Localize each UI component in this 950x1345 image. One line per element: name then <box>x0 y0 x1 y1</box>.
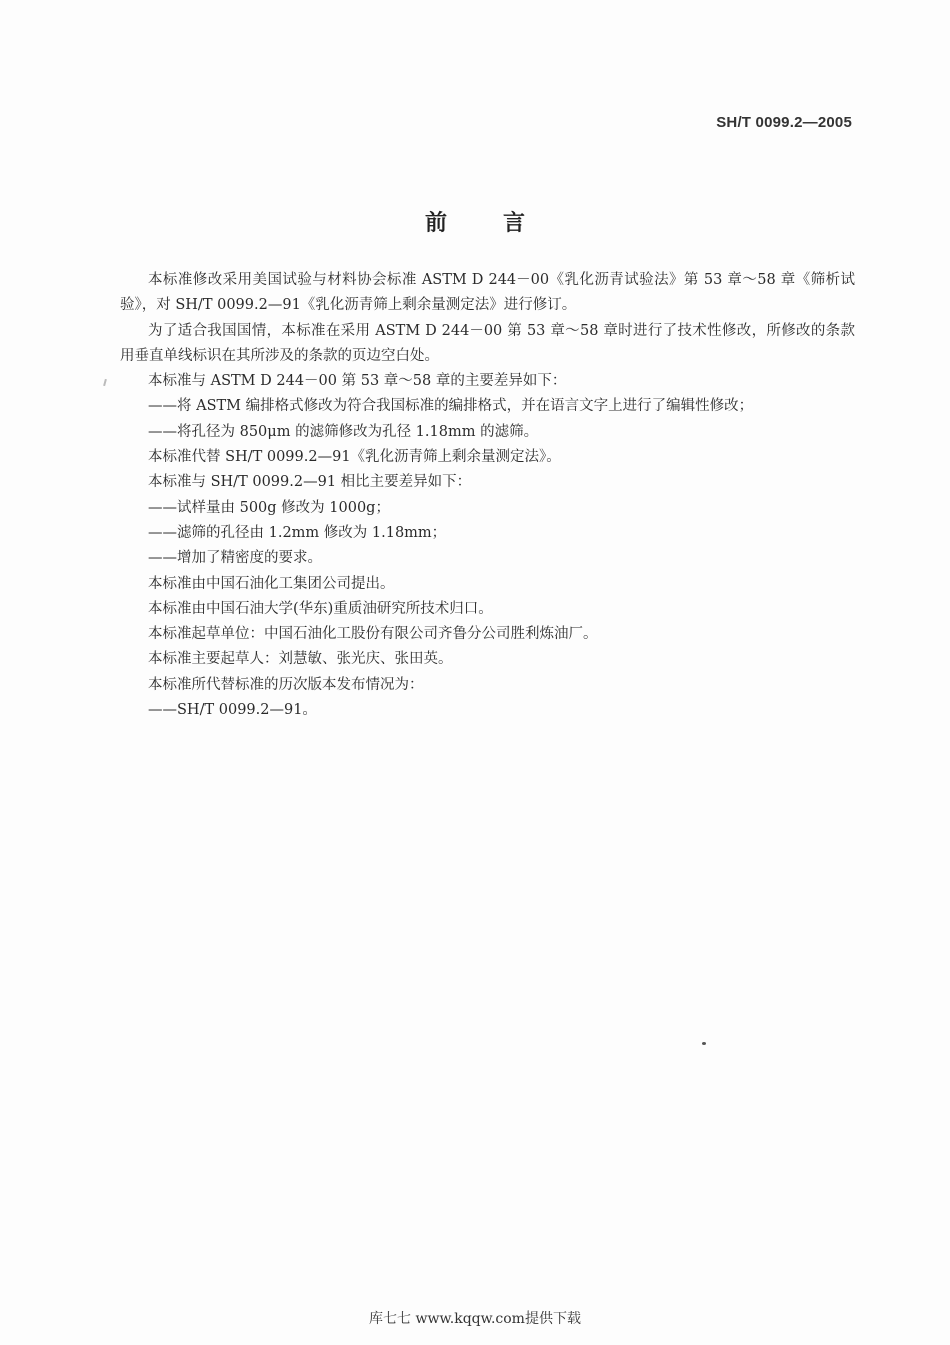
list-item: ——试样量由 500g 修改为 1000g； <box>148 499 390 516</box>
paragraph-adoption: 本标准修改采用美国试验与材料协会标准 ASTM D 244－00《乳化沥青试验法》第 53 章～58 章《筛析试验》，对 SH/T 0099.2—91《乳化沥青筛上剩余量测定法》进行修订。 <box>120 272 855 314</box>
standard-code: SH/T 0099.2—2005 <box>716 114 852 131</box>
list-item: ——将 ASTM 编排格式修改为符合我国标准的编排格式，并在语言文字上进行了编辑性修改； <box>148 398 754 415</box>
scan-mark <box>103 379 107 386</box>
list-item: ——滤筛的孔径由 1.2mm 修改为 1.18mm； <box>148 524 447 541</box>
paragraph-modification: 为了适合我国国情，本标准在采用 ASTM D 244－00 第 53 章～58 章时进行了技术性修改，所修改的条款用垂直单线标识在其所涉及的条款的页边空白处。 <box>120 322 855 364</box>
paragraph-drafting-unit: 本标准起草单位：中国石油化工股份有限公司齐鲁分公司胜利炼油厂。 <box>148 626 598 643</box>
paragraph-astm-differences: 本标准与 ASTM D 244－00 第 53 章～58 章的主要差异如下： <box>148 373 567 390</box>
page-title: 前言 <box>424 211 581 236</box>
paragraph-technical-committee: 本标准由中国石油大学(华东)重质油研究所技术归口。 <box>148 600 493 617</box>
paragraph-replaces: 本标准代替 SH/T 0099.2—91《乳化沥青筛上剩余量测定法》。 <box>148 449 561 466</box>
paragraph-version-history: 本标准所代替标准的历次版本发布情况为： <box>148 676 424 693</box>
paragraph-drafters: 本标准主要起草人：刘慧敏、张光庆、张田英。 <box>148 651 453 668</box>
list-item: ——SH/T 0099.2—91。 <box>148 702 317 719</box>
foreword-body <box>120 268 855 723</box>
list-item: ——增加了精密度的要求。 <box>148 550 322 567</box>
download-footer: 库七七 www.kqqw.com提供下载 <box>369 1311 581 1327</box>
paragraph-old-differences: 本标准与 SH/T 0099.2—91 相比主要差异如下： <box>148 474 472 491</box>
scan-dot <box>702 1042 706 1045</box>
list-item: ——将孔径为 850μm 的滤筛修改为孔径 1.18mm 的滤筛。 <box>148 423 539 440</box>
paragraph-proposer: 本标准由中国石油化工集团公司提出。 <box>148 575 395 592</box>
